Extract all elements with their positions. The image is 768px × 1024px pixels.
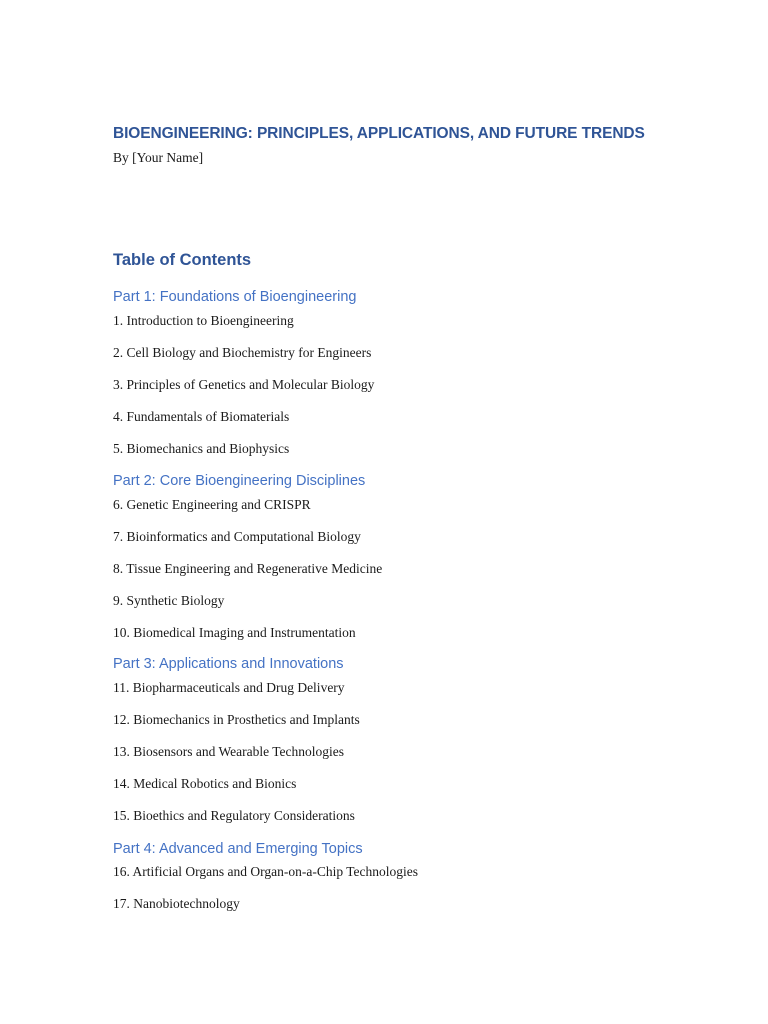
toc-item: 11. Biopharmaceuticals and Drug Delivery <box>113 680 345 695</box>
part-heading: Part 4: Advanced and Emerging Topics <box>113 841 363 857</box>
toc-heading: Table of Contents <box>113 251 252 269</box>
toc-item: 17. Nanobiotechnology <box>113 896 240 911</box>
toc-item: 9. Synthetic Biology <box>113 593 225 608</box>
toc-item: 14. Medical Robotics and Bionics <box>113 776 297 791</box>
part-heading: Part 1: Foundations of Bioengineering <box>113 289 357 305</box>
toc-item: 15. Bioethics and Regulatory Considerations <box>113 808 355 823</box>
document-title: BIOENGINEERING: PRINCIPLES, APPLICATIONS, AND FUTURE TRENDS <box>113 125 645 142</box>
toc-item: 6. Genetic Engineering and CRISPR <box>113 497 311 512</box>
toc-item: 5. Biomechanics and Biophysics <box>113 441 290 456</box>
toc-item: 4. Fundamentals of Biomaterials <box>113 409 290 424</box>
toc-item: 10. Biomedical Imaging and Instrumentation <box>113 625 356 640</box>
toc-item: 8. Tissue Engineering and Regenerative Medicine <box>113 561 383 576</box>
toc-item: 7. Bioinformatics and Computational Biology <box>113 529 361 544</box>
toc-item: 16. Artificial Organs and Organ-on-a-Chip Technologies <box>113 864 418 879</box>
toc-item: 1. Introduction to Bioengineering <box>113 313 294 328</box>
toc-item: 3. Principles of Genetics and Molecular Biology <box>113 377 375 392</box>
toc-item: 2. Cell Biology and Biochemistry for Engineers <box>113 345 372 360</box>
toc-item: 13. Biosensors and Wearable Technologies <box>113 744 345 759</box>
part-heading: Part 2: Core Bioengineering Disciplines <box>113 473 366 489</box>
toc-item: 12. Biomechanics in Prosthetics and Implants <box>113 712 360 727</box>
part-heading: Part 3: Applications and Innovations <box>113 656 344 672</box>
document-byline: By [Your Name] <box>113 150 204 165</box>
